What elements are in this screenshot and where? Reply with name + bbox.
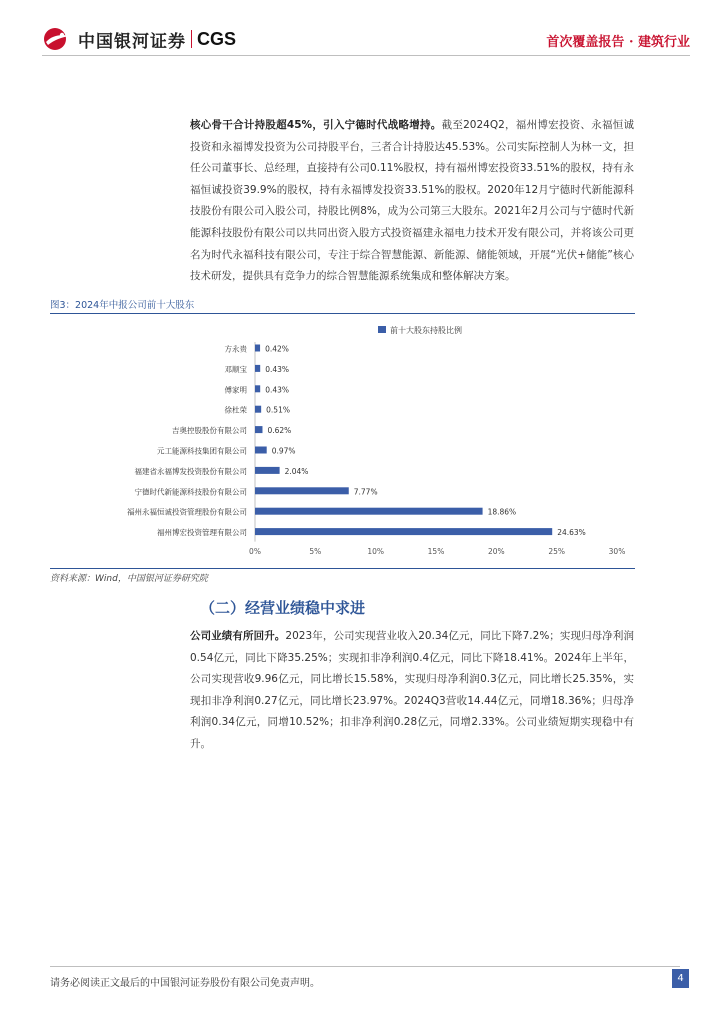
category-label: 吉奥控股股份有限公司 <box>172 426 247 436</box>
shareholder-paragraph <box>190 115 634 288</box>
logo-english-name: CGS <box>197 28 237 49</box>
page-number: 4 <box>672 969 689 988</box>
data-label: 7.77% <box>353 487 378 497</box>
x-tick-label: 15% <box>427 547 445 556</box>
category-label: 邓顺宝 <box>224 364 247 374</box>
x-tick-label: 0% <box>249 547 261 556</box>
bar <box>255 487 349 494</box>
bar <box>255 365 260 372</box>
x-tick-label: 20% <box>487 547 505 556</box>
figure-title: 图3：2024年中报公司前十大股东 <box>50 297 635 314</box>
data-label: 2.04% <box>284 466 309 476</box>
bar <box>255 345 260 352</box>
data-label: 0.62% <box>267 426 292 436</box>
section-heading: （二）经营业绩稳中求进 <box>200 599 366 617</box>
report-type-label: 首次覆盖报告 · 建筑行业 <box>546 35 690 50</box>
logo-separator <box>191 30 192 48</box>
paragraph-body: 截至2024Q2，福州博宏投资、永福恒诚投资和永福博发投资为公司持股平台，三者合计持股达45.53%。公司实际控制人为林一文，担任公司董事长、总经理，直接持有公司0.11%股权，持有福州博宏投资33.51%的股权，持有永福恒诚投资39.9%的股权，持有永福博发投资33.51%的股权。2020年12月宁德时代新能源科技股份有限公司入股公司，持股比例8%，成为公司第三大股东。2021年2月公司与宁德时代新能源科技股份有限公司以共同出资入股方式投资福建永福电力技术开发有限公司，并将该公司更名为时代永福科技有限公司，专注于综合智慧能源、新能源、储能领域，开展“光伏+储能”核心技术研发，提供具有竞争力的综合智慧能源系统集成和整体解决方案。 <box>190 119 634 283</box>
legend-swatch <box>378 326 386 333</box>
bar <box>255 385 260 392</box>
data-label: 0.42% <box>265 344 289 354</box>
chart-legend <box>378 325 462 335</box>
category-label: 元工能源科技集团有限公司 <box>157 446 247 456</box>
category-label: 福建省永福博发投资股份有限公司 <box>134 466 247 476</box>
x-tick-label: 10% <box>367 547 385 556</box>
header-divider <box>42 55 690 56</box>
category-label: 宁德时代新能源科技股份有限公司 <box>134 487 247 497</box>
x-tick-label: 5% <box>309 547 322 556</box>
x-tick-label: 30% <box>608 547 626 556</box>
bar <box>255 467 280 474</box>
paragraph-lead: 核心骨干合计持股超45%，引入宁德时代战略增持。 <box>190 119 442 131</box>
shareholder-bar-chart <box>50 318 635 566</box>
data-label: 0.97% <box>271 446 296 456</box>
category-label: 方永贵 <box>224 344 247 354</box>
paragraph-body: 2023年，公司实现营业收入20.34亿元，同比下降7.2%；实现归母净利润0.54亿元，同比下降35.25%；实现扣非净利润0.4亿元，同比下降18.41%。2024年上半年，公司实现营收9.96亿元，同比增长15.58%，实现归母净利润0.3亿元，同比增长25.35%，实现扣非净利润0.27亿元，同比增长23.97%。2024Q3营收14.44亿元，同增18.36%；归母净利润0.34亿元，同增10.52%；扣非净利润0.28亿元，同增2.33%。公司业绩短期实现稳中有升。 <box>190 630 635 750</box>
bar <box>255 508 483 515</box>
footer-divider <box>50 966 680 967</box>
category-label: 福州永福恒诚投资管理股份有限公司 <box>127 507 247 517</box>
data-label: 24.63% <box>557 528 586 538</box>
bar <box>255 447 267 454</box>
data-label: 18.86% <box>487 507 517 517</box>
category-label: 徐杜荣 <box>224 405 247 415</box>
logo-chinese-name: 中国银河证券 <box>78 31 186 52</box>
data-label: 0.51% <box>266 405 290 415</box>
data-label: 0.43% <box>265 385 290 395</box>
data-label: 0.43% <box>265 364 290 374</box>
performance-paragraph <box>190 626 634 756</box>
x-tick-label: 25% <box>548 547 566 556</box>
figure-source: 资料来源：Wind，中国银河证券研究院 <box>50 568 635 584</box>
legend-label: 前十大股东持股比例 <box>390 326 462 335</box>
category-label: 福州博宏投资管理有限公司 <box>157 528 247 538</box>
bar <box>255 528 552 535</box>
category-label: 傅家明 <box>224 385 247 395</box>
galaxy-logo-icon <box>42 26 72 52</box>
disclaimer-text: 请务必阅读正文最后的中国银河证券股份有限公司免责声明。 <box>50 978 320 989</box>
bar <box>255 406 261 413</box>
bar <box>255 426 262 433</box>
company-logo <box>42 26 236 52</box>
page-header <box>0 0 724 60</box>
paragraph-lead: 公司业绩有所回升。 <box>190 630 286 642</box>
